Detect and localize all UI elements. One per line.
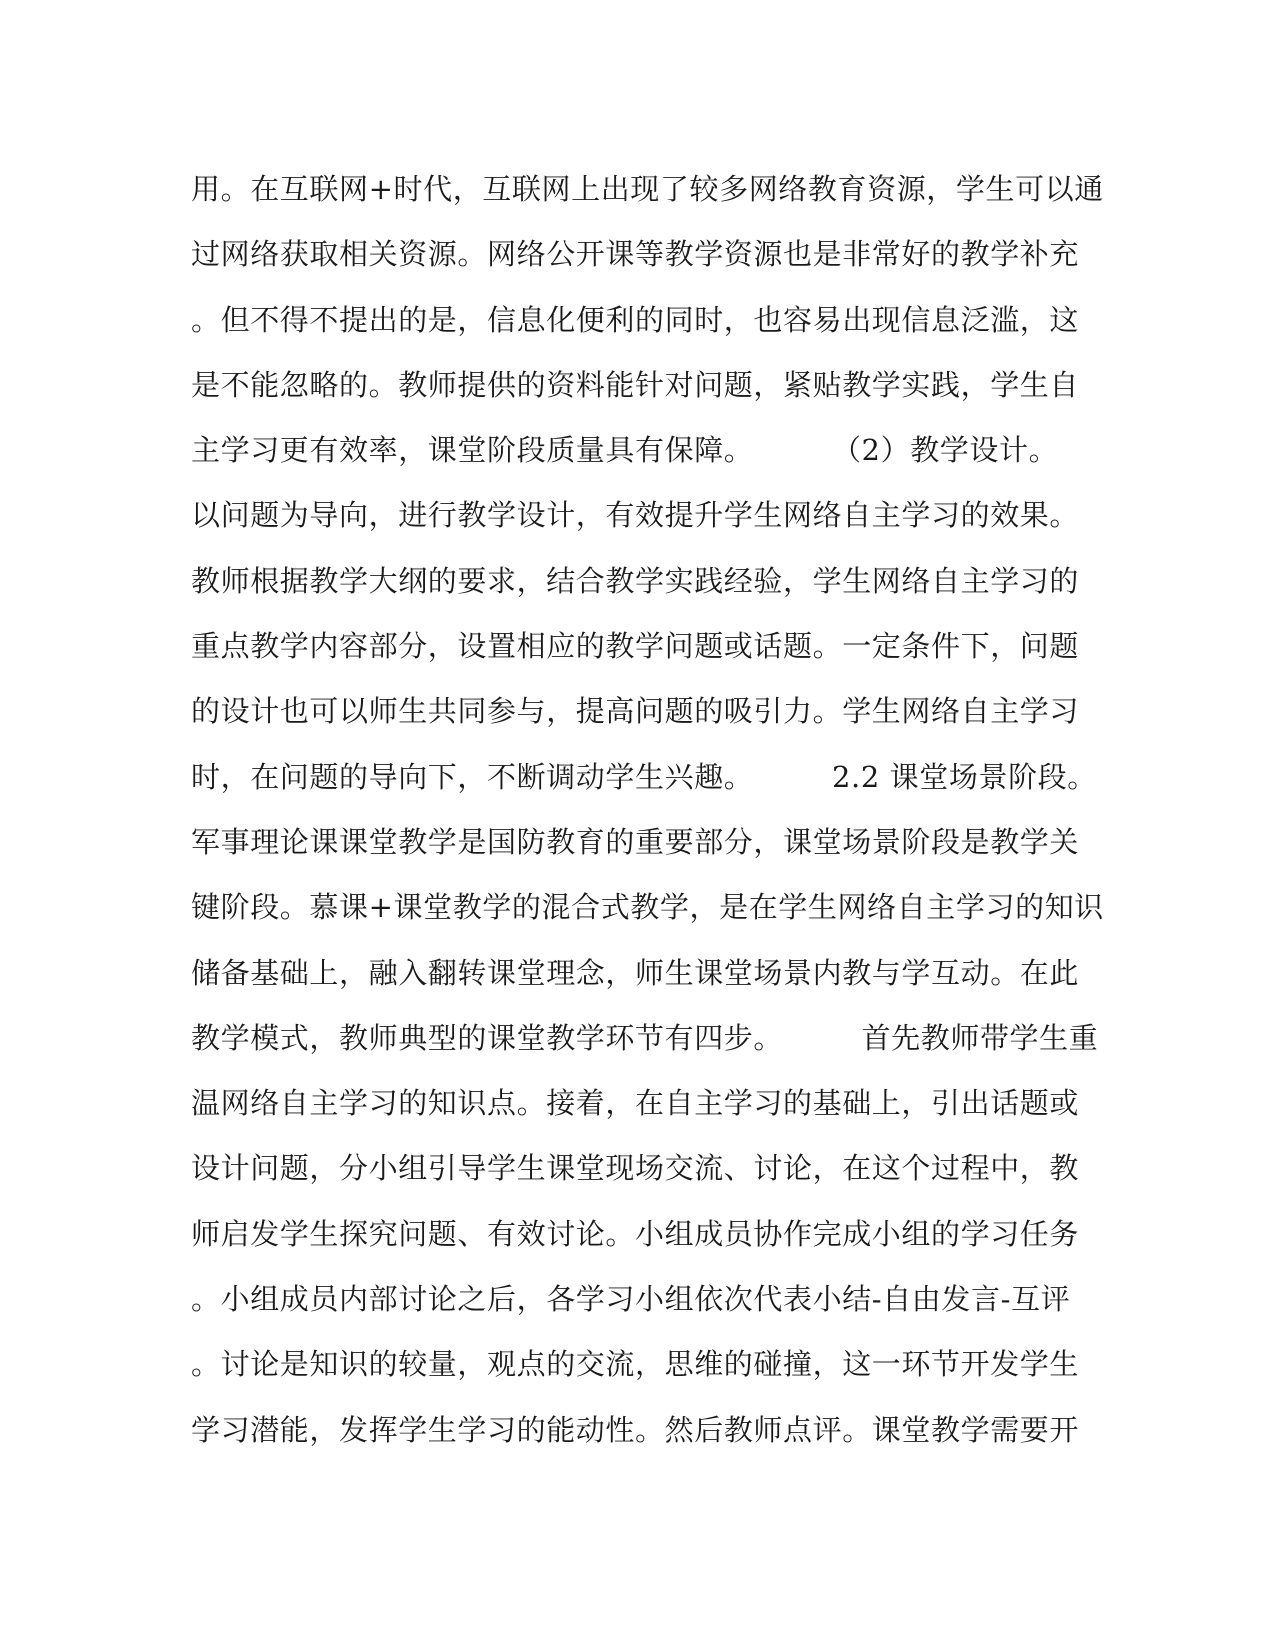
text-line: 时，在问题的导向下，不断调动学生兴趣。 2.2 课堂场景阶段。 <box>191 759 1097 794</box>
text-line: 学习潜能，发挥学生学习的能动性。然后教师点评。课堂教学需要开 <box>191 1412 1080 1447</box>
text-line: 主学习更有效率，课堂阶段质量具有保障。 （2）教学设计。 <box>191 433 1059 468</box>
text-line: 温网络自主学习的知识点。接着，在自主学习的基础上，引出话题或 <box>191 1086 1080 1121</box>
text-line: 键阶段。慕课+课堂教学的混合式教学，是在学生网络自主学习的知识 <box>191 890 1104 925</box>
text-line: 设计问题，分小组引导学生课堂现场交流、讨论，在这个过程中，教 <box>191 1151 1080 1186</box>
text-line: 师启发学生探究问题、有效讨论。小组成员协作完成小组的学习任务 <box>191 1216 1080 1251</box>
text-line: 用。在互联网+时代，互联网上出现了较多网络教育资源，学生可以通 <box>191 172 1104 206</box>
text-line: 。小组成员内部讨论之后，各学习小组依次代表小结-自由发言-互评 <box>191 1282 1071 1317</box>
text-line: 过网络获取相关资源。网络公开课等教学资源也是非常好的教学补充 <box>191 237 1080 272</box>
text-line: 教师根据教学大纲的要求，结合教学实践经验，学生网络自主学习的 <box>191 563 1080 598</box>
text-line: 。讨论是知识的较量，观点的交流，思维的碰撞，这一环节开发学生 <box>191 1347 1080 1382</box>
text-line: 以问题为导向，进行教学设计，有效提升学生网络自主学习的效果。 <box>191 498 1080 533</box>
text-line: 重点教学内容部分，设置相应的教学问题或话题。一定条件下，问题 <box>191 629 1080 664</box>
text-line: 的设计也可以师生共同参与，提高问题的吸引力。学生网络自主学习 <box>191 694 1080 729</box>
body-text <box>191 163 1104 1469</box>
text-line: 是不能忽略的。教师提供的资料能针对问题，紧贴教学实践，学生自 <box>191 367 1080 402</box>
text-line: 。但不得不提出的是，信息化便利的同时，也容易出现信息泛滥，这 <box>191 302 1080 337</box>
text-line: 教学模式，教师典型的课堂教学环节有四步。 首先教师带学生重 <box>191 1020 1099 1055</box>
text-line: 储备基础上，融入翻转课堂理念，师生课堂场景内教与学互动。在此 <box>191 955 1080 990</box>
text-line: 军事理论课课堂教学是国防教育的重要部分，课堂场景阶段是教学关 <box>191 824 1080 859</box>
